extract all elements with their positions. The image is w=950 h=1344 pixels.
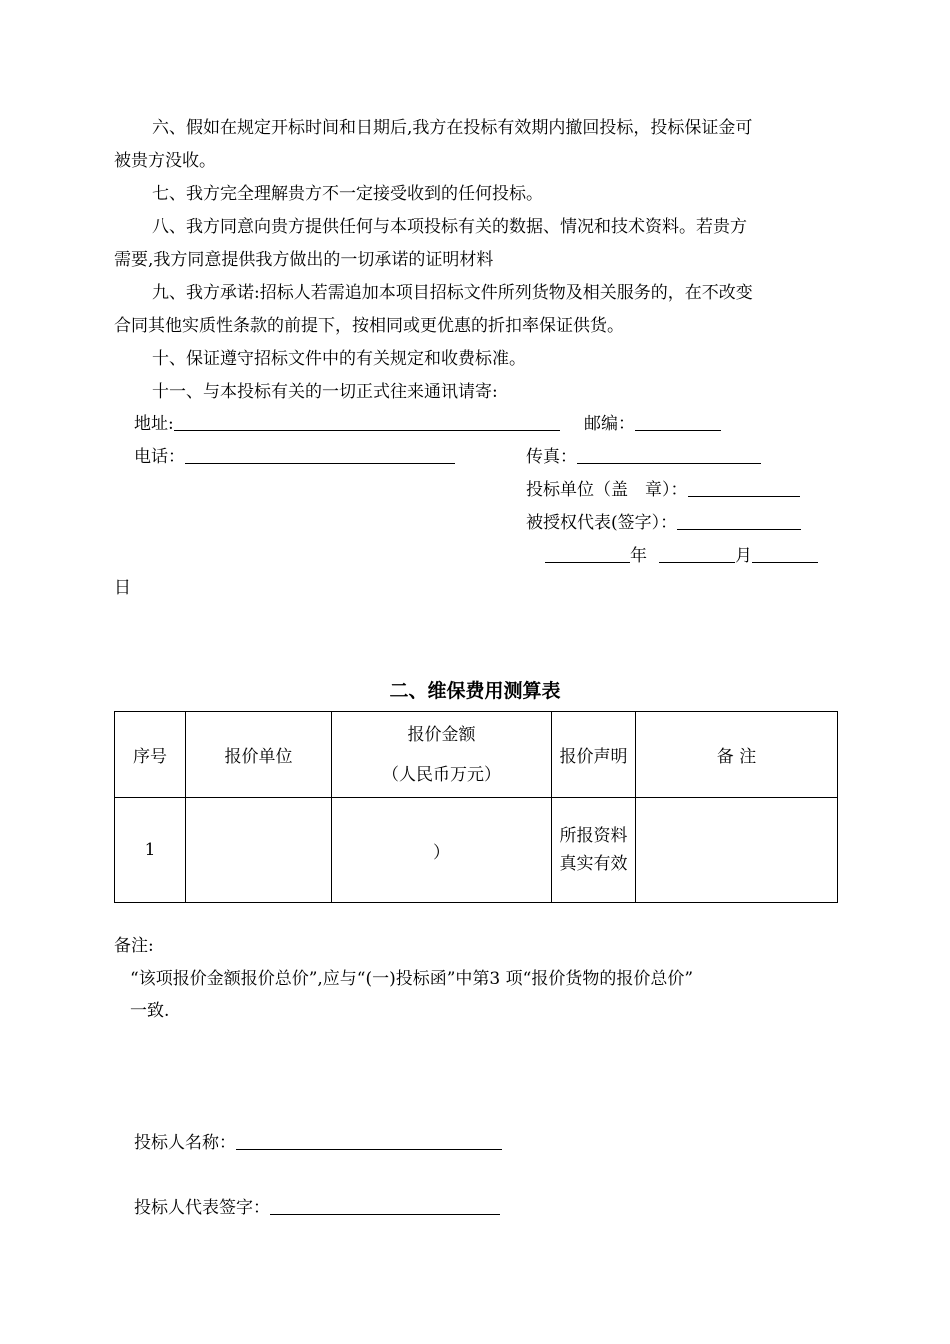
address-row xyxy=(134,414,560,434)
fax-field[interactable] xyxy=(577,447,761,464)
paragraph-6-line2: 被贵方没收。 xyxy=(114,151,216,171)
header-remarks: 备 注 xyxy=(636,712,838,798)
header-amount xyxy=(332,712,552,798)
paragraph-9-line1: 九、我方承诺:招标人若需追加本项目招标文件所列货物及相关服务的，在不改变 xyxy=(152,283,753,303)
month-field[interactable] xyxy=(659,546,735,563)
bidder-unit-row xyxy=(526,480,800,500)
bidder-rep-field[interactable] xyxy=(270,1198,500,1215)
row-no: 1 xyxy=(115,798,186,903)
bidder-name-row xyxy=(134,1133,502,1153)
bidder-name-field[interactable] xyxy=(236,1133,502,1150)
phone-label: 电话： xyxy=(134,447,185,467)
paragraph-10: 十、保证遵守招标文件中的有关规定和收费标准。 xyxy=(152,349,526,369)
notes-line2: 一致. xyxy=(130,1001,170,1021)
paragraph-7: 七、我方完全理解贵方不一定接受收到的任何投标。 xyxy=(152,184,543,204)
postcode-field[interactable] xyxy=(635,414,721,431)
paragraph-8-line2: 需要,我方同意提供我方做出的一切承诺的证明材料 xyxy=(114,250,494,270)
bidder-unit-label: 投标单位（盖 章）： xyxy=(526,480,688,500)
date-row xyxy=(545,546,818,566)
authorized-rep-row xyxy=(526,513,801,533)
row-remarks[interactable] xyxy=(636,798,838,903)
header-amount-line1: 报价金额 xyxy=(407,724,476,745)
bidder-unit-field[interactable] xyxy=(688,480,800,497)
bidder-rep-row xyxy=(134,1198,500,1218)
address-label: 地址: xyxy=(134,414,174,434)
row-statement-line2: 真实有效 xyxy=(559,854,628,874)
paragraph-6-line1: 六、假如在规定开标时间和日期后,我方在投标有效期内撤回投标，投标保证金可 xyxy=(152,118,753,138)
fee-estimate-table xyxy=(114,711,838,903)
authorized-rep-label: 被授权代表(签字）： xyxy=(526,513,678,533)
address-field[interactable] xyxy=(174,414,560,431)
year-field[interactable] xyxy=(545,546,630,563)
paragraph-11: 十一、与本投标有关的一切正式往来通讯请寄: xyxy=(152,382,498,402)
header-statement: 报价声明 xyxy=(552,712,636,798)
day-field[interactable] xyxy=(752,546,818,563)
year-label: 年 xyxy=(630,546,647,566)
fax-row xyxy=(526,447,761,467)
row-statement-line1: 所报资料 xyxy=(559,826,628,846)
notes-label: 备注: xyxy=(114,936,154,956)
phone-field[interactable] xyxy=(185,447,455,464)
table-header-row xyxy=(115,712,838,798)
paragraph-9-line2: 合同其他实质性条款的前提下，按相同或更优惠的折扣率保证供货。 xyxy=(114,316,624,336)
table-row xyxy=(115,798,838,903)
postcode-label: 邮编： xyxy=(584,414,635,434)
header-unit: 报价单位 xyxy=(186,712,332,798)
bidder-rep-label: 投标人代表签字： xyxy=(134,1198,270,1218)
month-label: 月 xyxy=(735,546,752,566)
paragraph-8-line1: 八、我方同意向贵方提供任何与本项投标有关的数据、情况和技术资料。若贵方 xyxy=(152,217,747,237)
day-label: 日 xyxy=(114,578,131,598)
row-statement xyxy=(552,798,636,903)
fax-label: 传真： xyxy=(526,447,577,467)
bidder-name-label: 投标人名称： xyxy=(134,1133,236,1153)
authorized-rep-field[interactable] xyxy=(677,513,801,530)
row-amount[interactable]: ） xyxy=(332,798,552,903)
header-amount-line2: （人民币万元） xyxy=(382,764,501,785)
postcode-row xyxy=(584,414,721,434)
phone-row xyxy=(134,447,455,467)
notes-line1: “该项报价金额报价总价”,应与“(一)投标函”中第3 项“报价货物的报价总价” xyxy=(130,969,694,989)
row-unit[interactable] xyxy=(186,798,332,903)
section-title: 二、维保费用测算表 xyxy=(389,680,561,702)
header-no: 序号 xyxy=(115,712,186,798)
